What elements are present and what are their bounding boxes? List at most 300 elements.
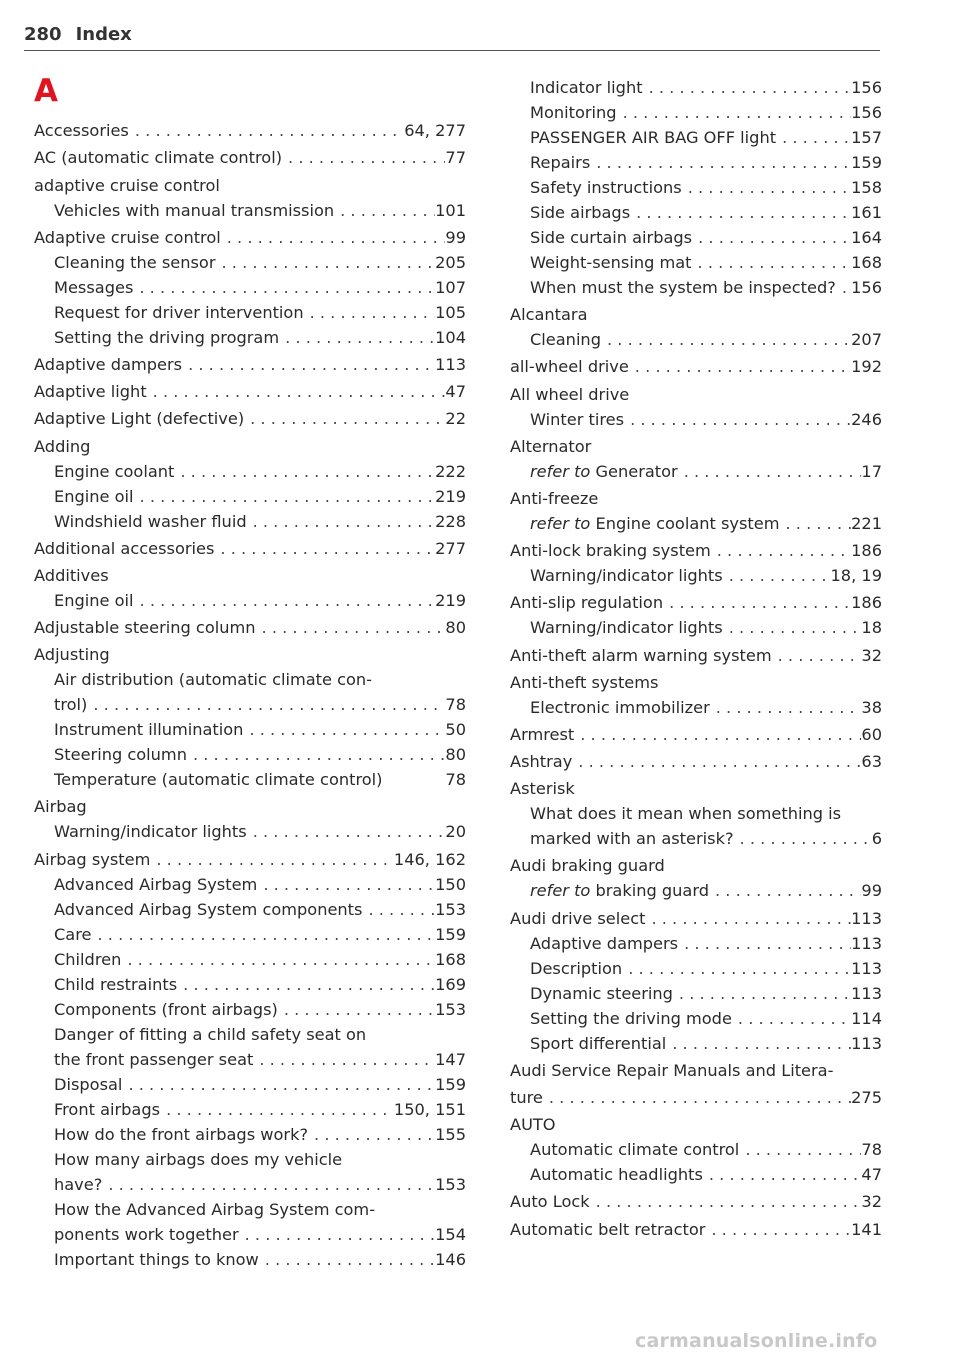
index-subentry <box>34 1047 466 1072</box>
index-entry <box>34 118 466 143</box>
index-entry <box>34 794 466 819</box>
index-subentry <box>34 947 466 972</box>
dot-leader <box>91 922 435 947</box>
index-subentry <box>510 956 882 981</box>
entry-term: Electronic immobilizer <box>530 697 710 717</box>
index-entry <box>34 145 466 170</box>
index-subentry <box>34 717 466 742</box>
index-entry <box>510 302 882 327</box>
index-subentry <box>510 511 882 536</box>
index-subentry <box>510 225 882 250</box>
dot-leader <box>253 1047 435 1072</box>
index-subentry <box>510 459 882 484</box>
entry-term: Airbag <box>34 797 87 817</box>
entry-page: 219 <box>435 486 466 506</box>
index-entry <box>510 853 882 878</box>
entry-term: Alcantara <box>510 305 588 325</box>
page-title: Index <box>75 24 132 45</box>
index-subentry <box>510 981 882 1006</box>
entry-page: 17 <box>861 461 882 481</box>
index-entry <box>34 642 466 667</box>
dot-leader <box>574 722 861 747</box>
entry-term: Weight-sensing mat <box>530 253 692 272</box>
entry-page: 156 <box>851 78 882 97</box>
entry-term: Components (front airbags) <box>54 999 278 1019</box>
entry-page: 50 <box>445 720 466 740</box>
dot-leader <box>256 615 446 640</box>
watermark: carmanualsonline.info <box>635 1330 878 1352</box>
entry-page: 219 <box>435 590 466 610</box>
index-subentry <box>34 742 466 767</box>
dot-leader <box>739 1137 861 1162</box>
entry-term: Care <box>54 924 92 944</box>
entry-page: 113 <box>435 354 466 374</box>
entry-term: Anti-slip regulation <box>510 593 664 613</box>
entry-page: 78 <box>861 1140 882 1160</box>
index-column-right <box>510 75 882 1242</box>
entry-page: 228 <box>435 511 466 531</box>
entry-term: Danger of fitting a child safety seat on <box>54 1024 367 1044</box>
index-subentry <box>510 563 882 588</box>
index-subentry <box>510 878 882 903</box>
index-subentry <box>510 615 882 640</box>
index-entry <box>34 615 466 640</box>
index-entry <box>34 434 466 459</box>
index-subentry <box>34 1122 466 1147</box>
entry-term: Windshield washer fluid <box>54 511 247 531</box>
dot-leader <box>278 997 435 1022</box>
entry-term: adaptive cruise control <box>34 175 220 195</box>
index-subentry <box>510 175 882 200</box>
entry-term: Air distribution (automatic climate con- <box>54 670 373 690</box>
dot-leader <box>215 250 435 275</box>
index-subentry <box>34 667 466 692</box>
entry-page: 205 <box>435 252 466 272</box>
index-entry <box>510 590 882 615</box>
entry-page: 159 <box>435 1074 466 1094</box>
entry-term: Instrument illumination <box>54 720 244 740</box>
header-rule <box>24 50 880 51</box>
entry-term: Auto Lock <box>510 1192 590 1212</box>
index-subentry <box>34 250 466 275</box>
index-subentry <box>34 509 466 534</box>
dot-leader <box>617 100 852 125</box>
entry-page: 99 <box>445 227 466 247</box>
dot-leader <box>772 643 862 668</box>
entry-page: 157 <box>851 128 882 147</box>
dot-leader <box>624 407 851 432</box>
index-subentry <box>34 767 466 792</box>
entry-term: all-wheel drive <box>510 357 629 377</box>
index-subentry <box>34 459 466 484</box>
entry-page: 32 <box>861 645 882 665</box>
dot-leader <box>643 75 852 100</box>
entry-term: Adjustable steering column <box>34 618 256 638</box>
index-entry <box>34 173 466 198</box>
dot-leader <box>622 956 851 981</box>
entry-page: 113 <box>851 908 882 928</box>
dot-leader <box>836 275 851 300</box>
entry-term: Adaptive dampers <box>530 933 679 953</box>
index-subentry <box>34 1072 466 1097</box>
index-subentry <box>34 972 466 997</box>
entry-term: Children <box>54 949 122 969</box>
dot-leader <box>663 590 851 615</box>
dot-leader <box>734 826 872 851</box>
dot-leader <box>673 981 851 1006</box>
entry-term: All wheel drive <box>510 384 630 404</box>
entry-page: 159 <box>851 153 882 172</box>
entry-term: Audi Service Repair Manuals and Litera- <box>510 1060 834 1080</box>
index-subentry <box>510 150 882 175</box>
dot-leader <box>243 717 445 742</box>
entry-term: Adaptive dampers <box>34 354 183 374</box>
entry-page: 156 <box>851 103 882 122</box>
index-subentry <box>510 250 882 275</box>
dot-leader <box>678 931 851 956</box>
entry-term: Armrest <box>510 724 575 744</box>
index-subentry <box>34 692 466 717</box>
entry-reference: refer to <box>530 881 591 901</box>
dot-leader <box>723 615 862 640</box>
entry-term: Cleaning <box>530 330 601 350</box>
index-subentry <box>510 1006 882 1031</box>
entry-term: Child restraints <box>54 974 178 994</box>
entry-page: 186 <box>851 593 882 613</box>
entry-page: 77 <box>445 148 466 168</box>
entry-page: 146 <box>435 1249 466 1269</box>
index-subentry <box>34 1172 466 1197</box>
entry-term: AUTO <box>510 1115 556 1135</box>
entry-page: 150 <box>435 874 466 894</box>
entry-term: What does it mean when something is <box>530 804 842 824</box>
entry-page: 99 <box>861 881 882 901</box>
entry-term: AC (automatic climate control) <box>34 148 283 168</box>
entry-term: Side airbags <box>530 203 631 222</box>
entry-term-text: Engine coolant system <box>595 513 780 533</box>
entry-term: Automatic climate control <box>530 1140 740 1160</box>
index-subentry <box>34 1247 466 1272</box>
entry-term: Engine oil <box>54 590 134 610</box>
index-subentry <box>510 1137 882 1162</box>
entry-page: 60 <box>861 724 882 744</box>
entry-page: 107 <box>435 277 466 297</box>
entry-page: 141 <box>851 1219 882 1239</box>
entry-term: Advanced Airbag System <box>54 874 258 894</box>
index-subentry <box>34 1222 466 1247</box>
dot-leader <box>187 742 445 767</box>
entry-term: Advanced Airbag System components <box>54 899 363 919</box>
dot-leader <box>723 563 831 588</box>
entry-term: Cleaning the sensor <box>54 252 216 272</box>
entry-page: 153 <box>435 899 466 919</box>
entry-term: How do the front airbags work? <box>54 1124 309 1144</box>
entry-page: 277 <box>435 538 466 558</box>
dot-leader <box>780 511 852 536</box>
dot-leader <box>247 509 436 534</box>
dot-leader <box>732 1006 851 1031</box>
index-entry <box>34 406 466 431</box>
entry-term: Adaptive cruise control <box>34 227 221 247</box>
entry-page: 113 <box>851 958 882 978</box>
entry-page: 150, 151 <box>393 1099 466 1119</box>
index-entry <box>34 225 466 250</box>
index-subentry <box>34 1197 466 1222</box>
entry-term: Anti-theft systems <box>510 672 659 692</box>
dot-leader <box>257 872 435 897</box>
index-subentry <box>34 997 466 1022</box>
entry-page: 38 <box>861 697 882 717</box>
dot-leader <box>182 352 435 377</box>
index-subentry <box>34 1022 466 1047</box>
entry-page: 114 <box>851 1008 882 1028</box>
dot-leader <box>630 200 851 225</box>
index-column-left <box>34 116 466 1272</box>
entry-term <box>530 511 780 536</box>
entry-page: 78 <box>445 770 466 790</box>
entry-term: Dynamic steering <box>530 983 673 1003</box>
entry-term: ponents work together <box>54 1224 239 1244</box>
entry-term: Warning/indicator lights <box>530 618 723 638</box>
entry-page: 221 <box>851 513 882 533</box>
index-subentry <box>34 922 466 947</box>
entry-term: How many airbags does my vehicle <box>54 1149 343 1169</box>
index-entry <box>510 434 882 459</box>
dot-leader <box>214 536 435 561</box>
entry-page: 64, 277 <box>404 121 466 141</box>
dot-leader <box>710 695 862 720</box>
entry-term: Warning/indicator lights <box>530 566 723 586</box>
dot-leader <box>282 145 445 170</box>
index-entry <box>34 352 466 377</box>
entry-page: 63 <box>861 752 882 772</box>
entry-term: How the Advanced Airbag System com- <box>54 1199 376 1219</box>
index-entry <box>510 486 882 511</box>
index-subentry <box>34 872 466 897</box>
entry-page: 80 <box>445 618 466 638</box>
index-subentry <box>510 75 882 100</box>
index-entry <box>510 906 882 931</box>
entry-reference: refer to <box>530 461 591 481</box>
section-letter: A <box>34 73 58 109</box>
entry-term: Winter tires <box>530 409 625 429</box>
dot-leader <box>678 459 862 484</box>
entry-term: Warning/indicator lights <box>54 822 247 842</box>
index-entry <box>34 536 466 561</box>
entry-term: Temperature (automatic climate control) <box>54 770 383 790</box>
entry-term: When must the system be inspected? <box>530 278 836 297</box>
dot-leader <box>239 1222 435 1247</box>
entry-term: Additives <box>34 565 109 585</box>
entry-term: marked with an asterisk? <box>530 829 734 849</box>
index-entry <box>510 1085 882 1110</box>
index-subentry <box>510 695 882 720</box>
entry-term: Front airbags <box>54 1099 161 1119</box>
entry-term: Description <box>530 958 623 978</box>
index-subentry <box>510 407 882 432</box>
entry-term: Adding <box>34 436 91 456</box>
entry-term: Asterisk <box>510 779 575 799</box>
index-subentry <box>510 1162 882 1187</box>
index-subentry <box>510 826 882 851</box>
entry-reference: refer to <box>530 513 591 533</box>
dot-leader <box>147 379 446 404</box>
dot-leader <box>590 1189 862 1214</box>
dot-leader <box>308 1122 435 1147</box>
dot-leader <box>174 459 435 484</box>
entry-page: 113 <box>851 933 882 953</box>
entry-page: 246 <box>851 409 882 429</box>
index-entry <box>510 749 882 774</box>
entry-term: Anti-freeze <box>510 488 599 508</box>
dot-leader <box>247 819 446 844</box>
entry-page: 78 <box>445 695 466 715</box>
entry-term: Engine oil <box>54 486 134 506</box>
entry-page: 47 <box>861 1165 882 1185</box>
index-entry <box>510 1058 882 1083</box>
index-entry <box>510 1217 882 1242</box>
entry-term: Alternator <box>510 436 592 456</box>
index-subentry <box>510 1031 882 1056</box>
index-subentry <box>34 588 466 613</box>
page-header <box>24 24 880 45</box>
entry-term: Engine coolant <box>54 461 175 481</box>
dot-leader <box>572 749 861 774</box>
entry-term: Audi braking guard <box>510 856 665 876</box>
index-subentry <box>34 198 466 223</box>
entry-page: 155 <box>435 1124 466 1144</box>
entry-term: Adaptive light <box>34 382 147 402</box>
index-subentry <box>510 931 882 956</box>
entry-page: 113 <box>851 983 882 1003</box>
dot-leader <box>134 588 436 613</box>
entry-page: 169 <box>435 974 466 994</box>
entry-page: 153 <box>435 1174 466 1194</box>
entry-term: Monitoring <box>530 103 617 122</box>
dot-leader <box>121 947 435 972</box>
entry-term: Sport differential <box>530 1033 667 1053</box>
dot-leader <box>645 906 851 931</box>
dot-leader <box>543 1085 851 1110</box>
index-entry <box>510 776 882 801</box>
index-subentry <box>34 484 466 509</box>
entry-term: Indicator light <box>530 78 643 97</box>
entry-term: Request for driver intervention <box>54 302 304 322</box>
entry-page: 161 <box>851 203 882 222</box>
index-subentry <box>510 327 882 352</box>
entry-term: Safety instructions <box>530 178 682 197</box>
entry-page: 192 <box>851 357 882 377</box>
entry-term: Side curtain airbags <box>530 228 693 247</box>
index-subentry <box>510 100 882 125</box>
entry-page: 156 <box>851 278 882 297</box>
entry-term-text: Generator <box>595 461 678 481</box>
index-subentry <box>510 801 882 826</box>
dot-leader <box>221 225 446 250</box>
entry-page: 113 <box>851 1033 882 1053</box>
entry-term: Airbag system <box>34 849 151 869</box>
entry-page: 101 <box>435 200 466 220</box>
dot-leader <box>259 1247 435 1272</box>
entry-page: 47 <box>445 382 466 402</box>
entry-page: 275 <box>851 1088 882 1107</box>
entry-page: 153 <box>435 999 466 1019</box>
dot-leader <box>177 972 435 997</box>
index-entry <box>34 563 466 588</box>
dot-leader <box>703 1162 862 1187</box>
index-entry <box>510 643 882 668</box>
entry-term: Anti-lock braking system <box>510 541 711 561</box>
dot-leader <box>692 225 851 250</box>
entry-term: Steering column <box>54 745 187 765</box>
index-entry <box>34 379 466 404</box>
entry-term: Additional accessories <box>34 538 215 558</box>
entry-page: 186 <box>851 541 882 561</box>
index-subentry <box>34 1097 466 1122</box>
entry-page: 105 <box>435 302 466 322</box>
dot-leader <box>279 325 435 350</box>
entry-term: Ashtray <box>510 752 573 772</box>
dot-leader <box>362 897 435 922</box>
index-subentry <box>34 325 466 350</box>
index-entry <box>510 722 882 747</box>
dot-leader <box>682 175 851 200</box>
dot-leader <box>160 1097 394 1122</box>
entry-term <box>530 459 678 484</box>
entry-term: Audi drive select <box>510 908 646 928</box>
entry-page: 164 <box>851 228 882 247</box>
entry-page: 22 <box>445 409 466 429</box>
index-subentry <box>510 275 882 300</box>
dot-leader <box>776 125 851 150</box>
dot-leader <box>129 118 404 143</box>
entry-term: Important things to know <box>54 1249 259 1269</box>
entry-page: 207 <box>851 330 882 350</box>
index-subentry <box>510 200 882 225</box>
entry-term: Setting the driving mode <box>530 1008 732 1028</box>
entry-page: 222 <box>435 461 466 481</box>
entry-term: trol) <box>54 695 88 715</box>
entry-term: the front passenger seat <box>54 1049 254 1069</box>
entry-page: 32 <box>861 1192 882 1212</box>
entry-page: 147 <box>435 1049 466 1069</box>
dot-leader <box>134 484 436 509</box>
entry-term: have? <box>54 1174 103 1194</box>
entry-term: Automatic headlights <box>530 1165 703 1185</box>
entry-term: Adjusting <box>34 645 110 665</box>
entry-term: Accessories <box>34 121 129 141</box>
entry-page: 168 <box>851 253 882 272</box>
index-subentry <box>34 275 466 300</box>
index-entry <box>510 354 882 379</box>
index-entry <box>510 538 882 563</box>
dot-leader <box>244 406 445 431</box>
entry-page: 159 <box>435 924 466 944</box>
dot-leader <box>666 1031 851 1056</box>
dot-leader <box>102 1172 435 1197</box>
entry-page: 80 <box>445 745 466 765</box>
dot-leader <box>122 1072 435 1097</box>
entry-term: Messages <box>54 277 134 297</box>
entry-term: Setting the driving program <box>54 327 280 347</box>
page-number: 280 <box>24 24 62 45</box>
entry-page: 6 <box>871 829 882 849</box>
entry-term: ture <box>510 1088 543 1107</box>
dot-leader <box>601 327 851 352</box>
entry-term <box>530 878 709 903</box>
index-subentry <box>510 125 882 150</box>
entry-term: Disposal <box>54 1074 123 1094</box>
